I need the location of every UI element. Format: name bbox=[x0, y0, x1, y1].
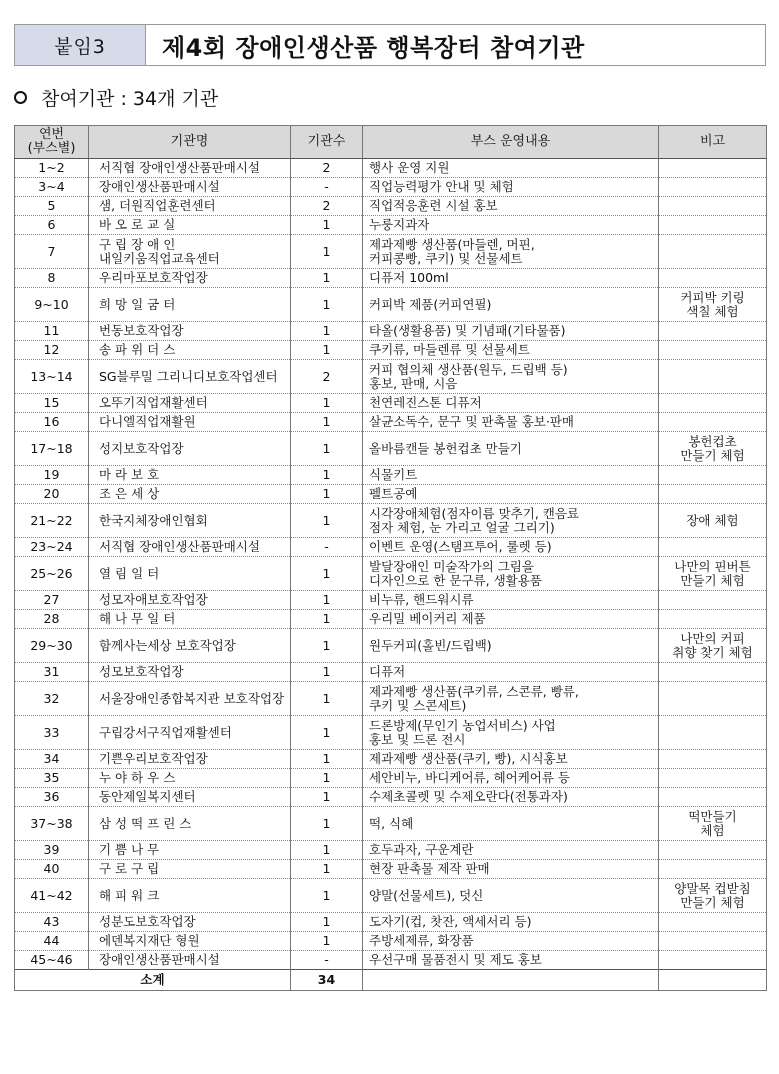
attachment-badge: 붙임3 bbox=[15, 25, 146, 65]
booth-content: 도자기(컵, 찻잔, 액세서리 등) bbox=[363, 913, 659, 932]
booth-content: 우선구매 물품전시 및 제도 홍보 bbox=[363, 951, 659, 970]
column-header-no bbox=[15, 126, 89, 159]
row-number: 23~24 bbox=[15, 538, 89, 557]
table-row bbox=[15, 413, 767, 432]
organization-count: 1 bbox=[291, 788, 363, 807]
organization-name: 구립강서구직업재활센터 bbox=[89, 716, 291, 750]
row-number: 25~26 bbox=[15, 557, 89, 591]
table-row bbox=[15, 197, 767, 216]
table-header-row bbox=[15, 126, 767, 159]
total-label: 소계 bbox=[15, 970, 291, 991]
booth-content: 시각장애체험(점자이름 맞추기, 캔음료 점자 체험, 눈 가리고 얼굴 그리기) bbox=[363, 504, 659, 538]
organization-count: 1 bbox=[291, 288, 363, 322]
row-number: 1~2 bbox=[15, 159, 89, 178]
row-number: 45~46 bbox=[15, 951, 89, 970]
organization-name: 동안제일복지센터 bbox=[89, 788, 291, 807]
row-number: 44 bbox=[15, 932, 89, 951]
booth-content: 현장 판촉물 제작 판매 bbox=[363, 860, 659, 879]
organization-count: 1 bbox=[291, 394, 363, 413]
remarks bbox=[659, 216, 767, 235]
row-number: 40 bbox=[15, 860, 89, 879]
organization-name: 오뚜기직업재활센터 bbox=[89, 394, 291, 413]
organization-count: 1 bbox=[291, 879, 363, 913]
remarks bbox=[659, 341, 767, 360]
organization-name: 구 로 구 립 bbox=[89, 860, 291, 879]
booth-content: 양말(선물세트), 덧신 bbox=[363, 879, 659, 913]
remarks bbox=[659, 951, 767, 970]
remarks bbox=[659, 538, 767, 557]
organization-name: 샘, 더원직업훈련센터 bbox=[89, 197, 291, 216]
table-row bbox=[15, 288, 767, 322]
total-empty-cell bbox=[363, 970, 659, 991]
row-number: 12 bbox=[15, 341, 89, 360]
organization-name: 기쁜우리보호작업장 bbox=[89, 750, 291, 769]
row-number: 29~30 bbox=[15, 629, 89, 663]
booth-content: 제과제빵 생산품(쿠키류, 스콘류, 빵류, 쿠키 및 스콘세트) bbox=[363, 682, 659, 716]
circle-bullet-icon bbox=[14, 91, 27, 104]
remarks bbox=[659, 485, 767, 504]
organization-count: 1 bbox=[291, 841, 363, 860]
table-row bbox=[15, 557, 767, 591]
column-header-no-text: 연번 (부스별) bbox=[27, 127, 76, 156]
remarks bbox=[659, 750, 767, 769]
total-value: 34 bbox=[291, 970, 363, 991]
row-number: 39 bbox=[15, 841, 89, 860]
table-row bbox=[15, 269, 767, 288]
organization-name: 성모보호작업장 bbox=[89, 663, 291, 682]
table-row bbox=[15, 841, 767, 860]
organization-count: 1 bbox=[291, 716, 363, 750]
table-row bbox=[15, 932, 767, 951]
remarks bbox=[659, 841, 767, 860]
remarks bbox=[659, 788, 767, 807]
row-number: 7 bbox=[15, 235, 89, 269]
row-number: 34 bbox=[15, 750, 89, 769]
organization-name: 장애인생산품판매시설 bbox=[89, 178, 291, 197]
row-number: 36 bbox=[15, 788, 89, 807]
booth-content: 주방세제류, 화장품 bbox=[363, 932, 659, 951]
remarks: 장애 체험 bbox=[659, 504, 767, 538]
remarks bbox=[659, 394, 767, 413]
table-row bbox=[15, 322, 767, 341]
table-row bbox=[15, 879, 767, 913]
remarks bbox=[659, 159, 767, 178]
remarks bbox=[659, 932, 767, 951]
remarks bbox=[659, 269, 767, 288]
participants-table bbox=[14, 125, 767, 991]
remarks: 커피박 키링 색칠 체험 bbox=[659, 288, 767, 322]
organization-count: 1 bbox=[291, 235, 363, 269]
table-row bbox=[15, 610, 767, 629]
row-number: 21~22 bbox=[15, 504, 89, 538]
organization-name: 해 나 무 일 터 bbox=[89, 610, 291, 629]
booth-content: 올바름캔들 봉헌컵초 만들기 bbox=[363, 432, 659, 466]
table-row bbox=[15, 807, 767, 841]
row-number: 6 bbox=[15, 216, 89, 235]
organization-name: 구 립 장 애 인 내일키움직업교육센터 bbox=[89, 235, 291, 269]
organization-name: 다니엘직업재활원 bbox=[89, 413, 291, 432]
remarks: 나만의 커피 취향 찾기 체험 bbox=[659, 629, 767, 663]
organization-count: 1 bbox=[291, 932, 363, 951]
organization-count: 1 bbox=[291, 860, 363, 879]
booth-content: 발달장애인 미술작가의 그림을 디자인으로 한 문구류, 생활용품 bbox=[363, 557, 659, 591]
organization-count: 1 bbox=[291, 629, 363, 663]
remarks bbox=[659, 591, 767, 610]
section-heading-text: 참여기관 : 34개 기관 bbox=[41, 88, 219, 110]
organization-count: 1 bbox=[291, 807, 363, 841]
booth-content: 떡, 식혜 bbox=[363, 807, 659, 841]
organization-name: 서직협 장애인생산품판매시설 bbox=[89, 159, 291, 178]
organization-name: 장애인생산품판매시설 bbox=[89, 951, 291, 970]
row-number: 11 bbox=[15, 322, 89, 341]
remarks bbox=[659, 860, 767, 879]
organization-count: 1 bbox=[291, 413, 363, 432]
row-number: 31 bbox=[15, 663, 89, 682]
booth-content: 디퓨저 100ml bbox=[363, 269, 659, 288]
organization-name: 한국지체장애인협회 bbox=[89, 504, 291, 538]
organization-name: 누 야 하 우 스 bbox=[89, 769, 291, 788]
organization-name: 성분도보호작업장 bbox=[89, 913, 291, 932]
remarks bbox=[659, 178, 767, 197]
booth-content: 타올(생활용품) 및 기념패(기타물품) bbox=[363, 322, 659, 341]
organization-name: 번동보호작업장 bbox=[89, 322, 291, 341]
table-row bbox=[15, 663, 767, 682]
table-body bbox=[15, 159, 767, 970]
table-row bbox=[15, 485, 767, 504]
page-header bbox=[14, 24, 766, 66]
organization-name: 송 파 위 더 스 bbox=[89, 341, 291, 360]
row-number: 8 bbox=[15, 269, 89, 288]
column-header-name: 기관명 bbox=[89, 126, 291, 159]
organization-name: 열 림 일 터 bbox=[89, 557, 291, 591]
remarks bbox=[659, 235, 767, 269]
row-number: 15 bbox=[15, 394, 89, 413]
column-header-note: 비고 bbox=[659, 126, 767, 159]
remarks bbox=[659, 716, 767, 750]
organization-count: 1 bbox=[291, 269, 363, 288]
table-row bbox=[15, 432, 767, 466]
remarks bbox=[659, 322, 767, 341]
booth-content: 제과제빵 생산품(마들렌, 머핀, 커피콩빵, 쿠키) 및 선물세트 bbox=[363, 235, 659, 269]
table-row bbox=[15, 682, 767, 716]
organization-name: 성모자애보호작업장 bbox=[89, 591, 291, 610]
table-row bbox=[15, 360, 767, 394]
booth-content: 행사 운영 지원 bbox=[363, 159, 659, 178]
organization-count: 1 bbox=[291, 769, 363, 788]
table-row bbox=[15, 750, 767, 769]
organization-name: SG블루밀 그리니디보호작업센터 bbox=[89, 360, 291, 394]
row-number: 33 bbox=[15, 716, 89, 750]
row-number: 41~42 bbox=[15, 879, 89, 913]
organization-count: 1 bbox=[291, 485, 363, 504]
row-number: 32 bbox=[15, 682, 89, 716]
booth-content: 펠트공예 bbox=[363, 485, 659, 504]
organization-count: 2 bbox=[291, 159, 363, 178]
row-number: 35 bbox=[15, 769, 89, 788]
table-row bbox=[15, 913, 767, 932]
row-number: 13~14 bbox=[15, 360, 89, 394]
organization-count: 1 bbox=[291, 610, 363, 629]
booth-content: 커피 협의체 생산품(원두, 드립백 등) 홍보, 판매, 시음 bbox=[363, 360, 659, 394]
table-row bbox=[15, 716, 767, 750]
booth-content: 비누류, 핸드워시류 bbox=[363, 591, 659, 610]
page-title: 제4회 장애인생산품 행복장터 참여기관 bbox=[162, 33, 585, 62]
row-number: 17~18 bbox=[15, 432, 89, 466]
booth-content: 쿠키류, 마들렌류 및 선물세트 bbox=[363, 341, 659, 360]
booth-content: 식물키트 bbox=[363, 466, 659, 485]
table-row bbox=[15, 769, 767, 788]
booth-content: 세안비누, 바디케어류, 헤어케어류 등 bbox=[363, 769, 659, 788]
booth-content: 살균소독수, 문구 및 판촉물 홍보·판매 bbox=[363, 413, 659, 432]
organization-name: 서직협 장애인생산품판매시설 bbox=[89, 538, 291, 557]
table-row bbox=[15, 504, 767, 538]
organization-count: 1 bbox=[291, 663, 363, 682]
table-row bbox=[15, 538, 767, 557]
booth-content: 디퓨저 bbox=[363, 663, 659, 682]
organization-name: 마 라 보 호 bbox=[89, 466, 291, 485]
remarks bbox=[659, 913, 767, 932]
remarks bbox=[659, 413, 767, 432]
booth-content: 드론방제(무인기 농업서비스) 사업 홍보 및 드론 전시 bbox=[363, 716, 659, 750]
booth-content: 수제초콜렛 및 수제오란다(전통과자) bbox=[363, 788, 659, 807]
booth-content: 커피박 제품(커피연필) bbox=[363, 288, 659, 322]
organization-name: 에덴복지재단 형원 bbox=[89, 932, 291, 951]
remarks bbox=[659, 197, 767, 216]
table-row bbox=[15, 951, 767, 970]
remarks: 나만의 핀버튼 만들기 체험 bbox=[659, 557, 767, 591]
table-row bbox=[15, 159, 767, 178]
organization-count: 1 bbox=[291, 322, 363, 341]
booth-content: 직업적응훈련 시설 홍보 bbox=[363, 197, 659, 216]
organization-name: 해 피 워 크 bbox=[89, 879, 291, 913]
organization-count: 1 bbox=[291, 682, 363, 716]
table-row bbox=[15, 216, 767, 235]
booth-content: 우리밀 베이커리 제품 bbox=[363, 610, 659, 629]
booth-content: 호두과자, 구운계란 bbox=[363, 841, 659, 860]
remarks bbox=[659, 360, 767, 394]
table-row bbox=[15, 394, 767, 413]
row-number: 3~4 bbox=[15, 178, 89, 197]
section-heading bbox=[14, 84, 218, 111]
row-number: 43 bbox=[15, 913, 89, 932]
organization-name: 조 은 세 상 bbox=[89, 485, 291, 504]
organization-count: - bbox=[291, 538, 363, 557]
table-row bbox=[15, 235, 767, 269]
organization-count: 1 bbox=[291, 341, 363, 360]
table-row bbox=[15, 788, 767, 807]
organization-count: 2 bbox=[291, 197, 363, 216]
organization-name: 서울장애인종합복지관 보호작업장 bbox=[89, 682, 291, 716]
booth-content: 원두커피(홀빈/드립백) bbox=[363, 629, 659, 663]
organization-count: 1 bbox=[291, 913, 363, 932]
column-header-content: 부스 운영내용 bbox=[363, 126, 659, 159]
remarks bbox=[659, 663, 767, 682]
row-number: 19 bbox=[15, 466, 89, 485]
remarks bbox=[659, 466, 767, 485]
booth-content: 누룽지과자 bbox=[363, 216, 659, 235]
organization-count: 1 bbox=[291, 750, 363, 769]
organization-name: 함께사는세상 보호작업장 bbox=[89, 629, 291, 663]
total-empty-note bbox=[659, 970, 767, 991]
remarks: 봉헌컵초 만들기 체험 bbox=[659, 432, 767, 466]
organization-count: - bbox=[291, 178, 363, 197]
table-row bbox=[15, 466, 767, 485]
organization-count: 1 bbox=[291, 216, 363, 235]
row-number: 37~38 bbox=[15, 807, 89, 841]
row-number: 28 bbox=[15, 610, 89, 629]
remarks: 떡만들기 체험 bbox=[659, 807, 767, 841]
booth-content: 제과제빵 생산품(쿠키, 빵), 시식홍보 bbox=[363, 750, 659, 769]
organization-count: 1 bbox=[291, 591, 363, 610]
organization-count: 1 bbox=[291, 466, 363, 485]
table-row bbox=[15, 860, 767, 879]
organization-count: 2 bbox=[291, 360, 363, 394]
booth-content: 이벤트 운영(스탬프투어, 룰렛 등) bbox=[363, 538, 659, 557]
table-total-row bbox=[15, 970, 767, 991]
remarks bbox=[659, 769, 767, 788]
table-row bbox=[15, 341, 767, 360]
row-number: 20 bbox=[15, 485, 89, 504]
organization-name: 희 망 일 굼 터 bbox=[89, 288, 291, 322]
table-row bbox=[15, 629, 767, 663]
organization-count: 1 bbox=[291, 432, 363, 466]
organization-name: 바 오 로 교 실 bbox=[89, 216, 291, 235]
organization-name: 삼 성 떡 프 린 스 bbox=[89, 807, 291, 841]
remarks: 양말목 컵받침 만들기 체험 bbox=[659, 879, 767, 913]
row-number: 9~10 bbox=[15, 288, 89, 322]
table-row bbox=[15, 591, 767, 610]
organization-name: 성지보호작업장 bbox=[89, 432, 291, 466]
booth-content: 직업능력평가 안내 및 체험 bbox=[363, 178, 659, 197]
booth-content: 천연레진스톤 디퓨저 bbox=[363, 394, 659, 413]
organization-count: 1 bbox=[291, 504, 363, 538]
row-number: 16 bbox=[15, 413, 89, 432]
row-number: 27 bbox=[15, 591, 89, 610]
organization-name: 우리마포보호작업장 bbox=[89, 269, 291, 288]
remarks bbox=[659, 610, 767, 629]
organization-name: 기 쁨 나 무 bbox=[89, 841, 291, 860]
row-number: 5 bbox=[15, 197, 89, 216]
column-header-count: 기관수 bbox=[291, 126, 363, 159]
remarks bbox=[659, 682, 767, 716]
organization-count: 1 bbox=[291, 557, 363, 591]
organization-count: - bbox=[291, 951, 363, 970]
table-row bbox=[15, 178, 767, 197]
